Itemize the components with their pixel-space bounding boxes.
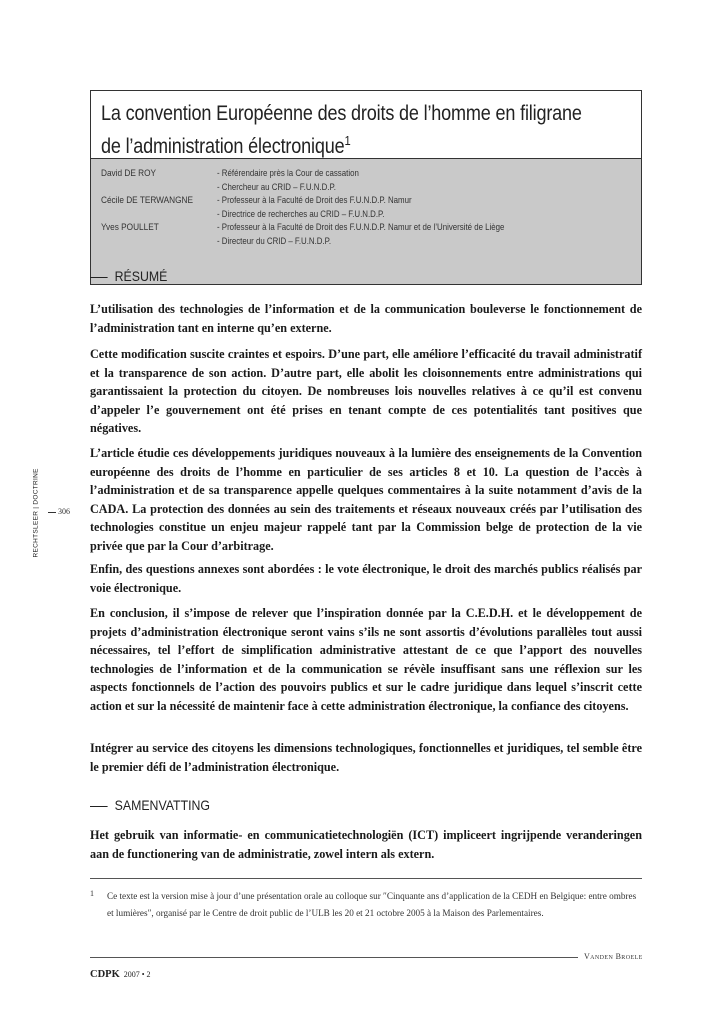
resume-paragraph: L’utilisation des technologies de l’information et de la communication bouleverse le fonctionnement de l’administration tant en interne qu’en externe.: [90, 302, 642, 335]
footnote-rule: [90, 878, 642, 879]
journal-issue: 2007 • 2: [123, 970, 151, 979]
author-role: - Référendaire près la Cour de cassation: [217, 167, 359, 178]
footnote-text: Ce texte est la version mise à jour d’une présentation orale au colloque sur ″Cinquante ans d’application de la CEDH en Belgique: entre ombres et lumières″, organisé par le Centre de droit public de l’ULB les 20 et 21 octobre 2005 à la Maison des Parlementaires.: [107, 891, 637, 918]
resume-paragraph: En conclusion, il s’impose de relever que l’inspiration donnée par la C.E.D.H. et le développement de projets d’administration électronique seront vains s’ils ne sont assortis d’évolutions parallèles tout aussi nécessaires, tel l’effort de simplification administrative attestant de ce que l’apport des nouvelles technologies de l’information et de la communication se révèle insuffisant sans une réflexion sur les aspects fonctionnels de l’action des pouvoirs publics et sur le cadre juridique dans lequel s’inscrit cette action et sur la nécessité de maintenir face à cette administration électronique, la confiance des citoyens.: [90, 606, 642, 713]
resume-paragraph: Intégrer au service des citoyens les dimensions technologiques, fonctionnelles et juridiques, tel semble être le premier défi de l’administration électronique.: [90, 741, 642, 774]
author-role: - Professeur à la Faculté de Droit des F.U.N.D.P. Namur: [217, 194, 412, 205]
resume-paragraph: Enfin, des questions annexes sont abordées : le vote électronique, le droit des marchés publics réalisés par voie électronique.: [90, 562, 642, 595]
resume-heading-text: RÉSUMÉ: [114, 268, 168, 284]
title-box: [90, 90, 642, 285]
author-role: - Professeur à la Faculté de Droit des F.U.N.D.P. Namur et de l’Université de Liège: [217, 221, 505, 232]
author-row: [101, 221, 641, 235]
title-footnote-mark[interactable]: 1: [344, 133, 351, 148]
author-row: [101, 235, 641, 249]
footnote: [90, 888, 642, 922]
authors-block: [91, 159, 641, 284]
author-row: [101, 167, 641, 181]
samenvatting-paragraph: Het gebruik van informatie- en communicatietechnologiën (ICT) impliceert ingrijpende veranderingen aan de functionering van de administratie, zowel intern als extern.: [90, 828, 642, 861]
author-role: - Chercheur au CRID – F.U.N.D.P.: [217, 180, 336, 192]
article-title-line-2: [101, 127, 565, 160]
page-tick: [48, 512, 56, 513]
author-row: [101, 194, 641, 208]
resume-heading: [90, 268, 167, 284]
journal-name: CDPK: [90, 969, 120, 980]
author-row: [101, 181, 641, 195]
page-number: 306: [58, 507, 70, 516]
footer-author: Vanden Broele: [584, 952, 643, 961]
journal-info: [90, 964, 151, 982]
section-sidebar-label: RECHTSLEER | DOCTRINE: [32, 468, 40, 558]
title-area: [91, 91, 641, 159]
author-role: - Directeur du CRID – F.U.N.D.P.: [217, 234, 332, 246]
samenvatting-heading: [90, 797, 210, 813]
heading-dash: [90, 806, 108, 807]
author-role: - Directrice de recherches au CRID – F.U.N.D.P.: [217, 207, 385, 219]
author-name: David DE ROY: [101, 167, 157, 178]
author-name: Yves POULLET: [101, 221, 159, 232]
resume-paragraph: Cette modification suscite craintes et espoirs. D’une part, elle améliore l’efficacité du travail administratif et la transparence de son action. D’autre part, elle abolit les cloisonnements entre administrations qui garantissaient la protection du citoyen. De nombreuses lois nouvelles relatives à ce qu’il est convenu d’appeler l’e gouvernement ont été prises en tenant compte de ces potentialités tant positives que négatives.: [90, 347, 642, 435]
samenvatting-heading-text: SAMENVATTING: [114, 797, 211, 813]
author-row: [101, 208, 641, 222]
section-sidebar: [30, 470, 42, 570]
article-title-line-1: La convention Européenne des droits de l’homme en filigrane: [101, 102, 582, 125]
footer-rule: [90, 957, 578, 958]
resume-paragraph: L’article étudie ces développements juridiques nouveaux à la lumière des enseignements de la Convention européenne des droits de l’homme en particulier de ses articles 8 et 10. La question de l’accès à l’administration et de sa transparence appelle quelques commentaires à la suite notamment d’avis de la CADA. La protection des données au sein des traitements et réseaux nouveaux créés par l’utilisation des technologies constitue un enjeu majeur rappelé tant par la Commission belge de protection de la vie privée que par la Cour d’arbitrage.: [90, 446, 642, 553]
article-title-text-2: de l’administration électronique: [101, 135, 345, 158]
footnote-number: 1: [90, 889, 94, 898]
author-name: Cécile DE TERWANGNE: [101, 194, 194, 205]
heading-dash: [90, 277, 108, 278]
